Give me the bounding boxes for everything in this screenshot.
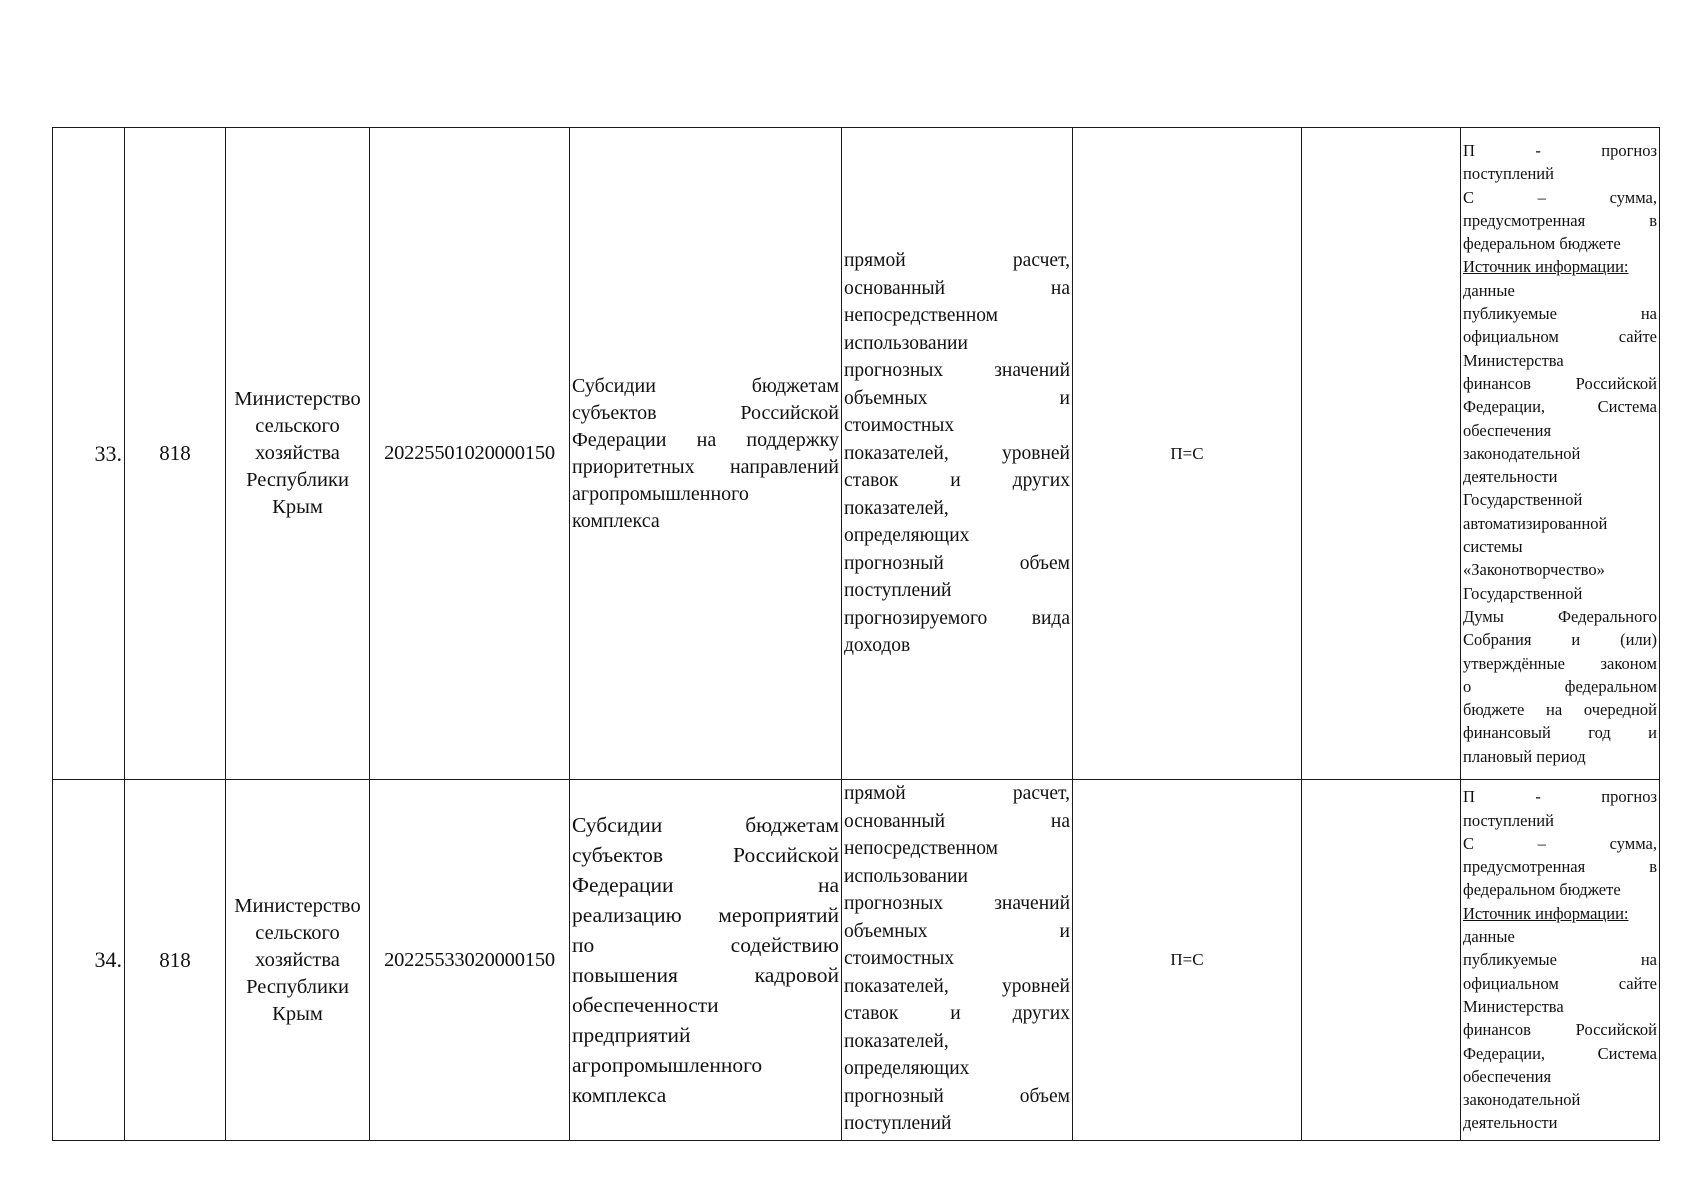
calculation-formula: П=С bbox=[1073, 780, 1302, 1141]
empty-cell bbox=[1302, 780, 1461, 1141]
administrator-name: Министерство сельского хозяйства Республики Крым bbox=[226, 780, 370, 1141]
revenue-forecast-table bbox=[52, 127, 1660, 1141]
budget-classification-code: 20225533020000150 bbox=[370, 780, 570, 1141]
budget-classification-code: 20225501020000150 bbox=[370, 128, 570, 780]
forecast-method: прямой расчет, основанный на непосредственном использовании прогнозных значений объемных и стоимостных показателей, уровней ставок и других показателей, определяющих прогнозный объем поступлений прогнозируемого вида доходов bbox=[842, 128, 1073, 780]
calculation-formula: П=С bbox=[1073, 128, 1302, 780]
administrator-name: Министерство сельского хозяйства Республики Крым bbox=[226, 128, 370, 780]
source-label: Источник информации: данные bbox=[1463, 257, 1629, 300]
revenue-name: Субсидии бюджетам субъектов Российской Федерации на реализацию мероприятий по содействию повышения кадровой обеспеченности предприятий агропромышленного комплекса bbox=[570, 780, 842, 1141]
formula-notes: П - прогноз поступлений С – сумма, предусмотренная в федеральном бюджете Источник информации: данные публикуемые на официальном сайте Министерства финансов Российской Федерации, Система обеспечения законодательной деятельности Государственной автоматизированной системы «Законотворчество» Государственной Думы Федерального Собрания и (или) утверждённые законом о федеральном бюджете на очередной финансовый год и плановый период bbox=[1461, 128, 1660, 780]
row-number: 33. bbox=[53, 128, 125, 780]
table-row bbox=[53, 128, 1660, 780]
source-label: Источник информации: данные bbox=[1463, 903, 1629, 947]
revenue-name: Субсидии бюджетам субъектов Российской Федерации на поддержку приоритетных направлений агропромышленного комплекса bbox=[570, 128, 842, 780]
formula-notes: П - прогноз поступлений С – сумма, предусмотренная в федеральном бюджете Источник информации: данные публикуемые на официальном сайте Министерства финансов Российской Федерации, Система обеспечения законодательной деятельности bbox=[1461, 780, 1660, 1141]
forecast-method: прямой расчет, основанный на непосредственном использовании прогнозных значений объемных и стоимостных показателей, уровней ставок и других показателей, определяющих прогнозный объем поступлений bbox=[842, 780, 1073, 1141]
admin-code: 818 bbox=[125, 128, 226, 780]
table-row bbox=[53, 780, 1660, 1141]
empty-cell bbox=[1302, 128, 1461, 780]
row-number: 34. bbox=[53, 780, 125, 1141]
admin-code: 818 bbox=[125, 780, 226, 1141]
